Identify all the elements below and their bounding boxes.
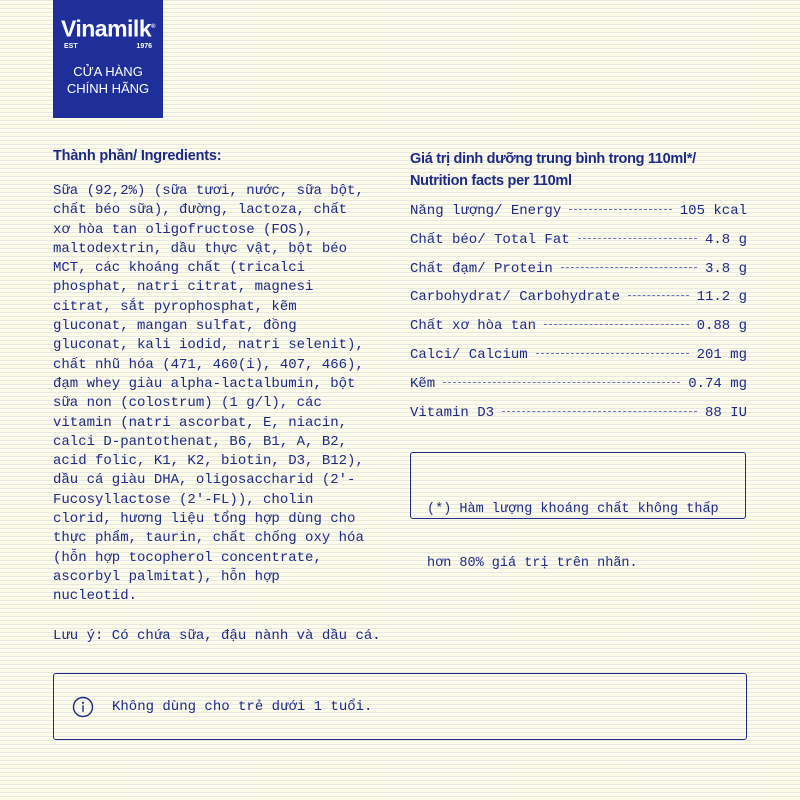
nutrient-name: Chất đạm/ Protein [410,260,553,277]
nutrient-name: Năng lượng/ Energy [410,203,562,219]
brand-logo: Vinamilk® [60,15,156,42]
nutrient-value: 0.88 g [696,318,747,335]
mineral-note-line2: hơn 80% giá trị trên nhãn. [427,556,638,571]
nutrient-name: Carbohydrat/ Carbohydrate [410,289,621,306]
ingredients-line: ascorbyl palmitat), hỗn hợp [53,568,280,585]
leader-dots [578,238,697,239]
est-year: 1976 [136,42,152,50]
nutrition-row [410,232,747,261]
ingredients-line: calci D-pantothenat, B6, B1, A, B2, [53,433,348,450]
ingredients-line: gluconat, mangan sulfat, đồng [53,318,297,335]
ingredients-line: Sữa (92,2%) (sữa tươi, nước, sữa bột, [53,183,364,199]
ingredients-line: (hỗn hợp tocopherol concentrate, [53,549,322,566]
ingredients-line: chất béo sữa), đường, lactoza, chất [53,202,348,219]
ingredients-line: chất nhũ hóa (471, 460(i), 407, 466), [53,356,364,373]
nutrient-value: 105 kcal [679,203,747,219]
ingredients-line: vitamin (natri ascorbat, E, niacin, [53,414,348,431]
ingredients-line: citrat, sắt pyrophosphat, kẽm [53,298,297,315]
nutrient-value: 4.8 g [704,231,747,248]
nutrition-row [410,405,747,434]
store-badge [53,0,163,118]
nutrient-value: 11.2 g [696,289,747,306]
leader-dots [536,353,689,354]
nutrition-row [410,318,747,347]
age-notice-box [53,673,747,740]
nutrition-title [410,148,750,192]
nutrient-name: Chất béo/ Total Fat [410,231,570,248]
nutrition-table [410,203,747,433]
nutrition-title-line1: Giá trị dinh dưỡng trung bình trong 110ml*/ [410,151,696,167]
nutrient-name: Vitamin D3 [410,404,495,421]
nutrient-value: 0.74 mg [688,375,747,392]
leader-dots [569,209,672,210]
nutrition-row [410,203,747,232]
ingredients-title: Thành phần/ Ingredients: [53,148,222,164]
age-notice-text: Không dùng cho trẻ dưới 1 tuổi. [112,698,373,715]
nutrient-value: 3.8 g [704,260,747,277]
store-label [53,63,163,97]
nutrition-row [410,347,747,376]
nutrition-row [410,261,747,290]
est-label: EST [64,42,78,50]
store-label-line1: CỬA HÀNG [73,63,143,79]
leader-dots [544,324,689,325]
ingredients-line: phosphat, natri citrat, magnesi [53,279,314,296]
ingredients-line: sữa non (colostrum) (1 g/l), các [53,395,322,412]
ingredients-line: dầu cá giàu DHA, oligosaccharid (2'- [53,472,356,489]
leader-dots [443,382,680,383]
nutrition-row [410,289,747,318]
ingredients-line: Fucosyllactose (2'-FL)), cholin [53,491,314,508]
leader-dots [628,295,689,296]
leader-dots [502,411,697,412]
ingredients-line: maltodextrin, dầu thực vật, bột béo [53,240,348,257]
ingredients-line: gluconat, kali iodid, natri selenit), [53,337,364,354]
nutrient-value: 88 IU [704,404,747,421]
ingredients-line: đạm whey giàu alpha-lactalbumin, bột [53,375,356,392]
ingredients-line: acid folic, K1, K2, biotin, D3, B12), [53,453,364,470]
nutrition-row [410,376,747,405]
ingredients-line: thực phẩm, taurin, chất chống oxy hóa [53,530,364,547]
mineral-note-line1: (*) Hàm lượng khoáng chất không thấp [427,502,719,517]
ingredients-line: xơ hòa tan oligofructose (FOS), [53,221,314,238]
ingredients-line: MCT, các khoáng chất (tricalci [53,260,306,277]
ingredients-line: clorid, hương liệu tổng hợp dùng cho [53,511,356,528]
leader-dots [561,267,697,268]
info-icon [72,696,94,718]
ingredients-text [53,182,393,607]
allergen-warning: Lưu ý: Có chứa sữa, đậu nành và dầu cá. [53,628,381,644]
mineral-note-box [410,452,746,571]
nutrient-name: Calci/ Calcium [410,346,528,363]
nutrition-title-line2: Nutrition facts per 110ml [410,173,572,189]
brand-est-row [53,42,163,51]
nutrient-value: 201 mg [696,346,747,363]
nutrient-name: Kẽm [410,375,436,392]
store-label-line2: CHÍNH HÃNG [66,80,150,96]
nutrient-name: Chất xơ hòa tan [410,318,537,335]
ingredients-line: nucleotid. [53,588,138,605]
